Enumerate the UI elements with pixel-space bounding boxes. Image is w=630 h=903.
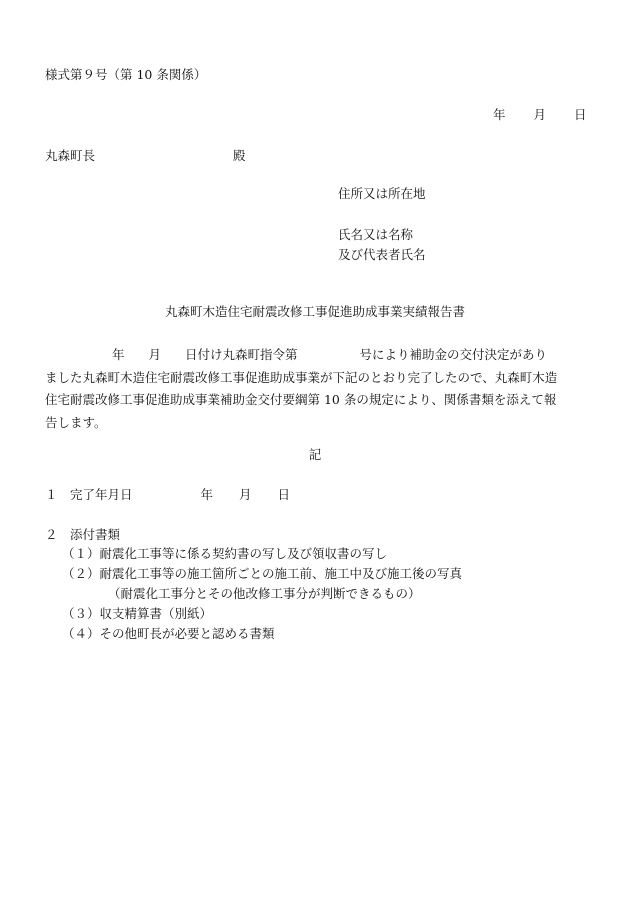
body-month-label: 月 — [148, 347, 162, 362]
attachment-item-2-note: （耐震化工事分とその他改修工事分が判断できるもの） — [108, 586, 421, 601]
addressee — [45, 147, 246, 165]
document-title: 丸森町木造住宅耐震改修工事促進助成事業実績報告書 — [164, 304, 465, 319]
addressee-name: 丸森町長 — [45, 148, 96, 163]
body-line-1 — [45, 344, 590, 367]
addressee-honorific: 殿 — [233, 148, 246, 163]
report-date — [493, 106, 587, 124]
attachment-item-4: （４）その他町長が必要と認める書類 — [62, 626, 275, 641]
completion-year-label: 年 — [200, 487, 214, 502]
completion-date-label: １ 完了年月日 — [45, 487, 133, 502]
body-line-2: ました丸森町木造住宅耐震改修工事促進助成事業が下記のとおり完了したので、丸森町木造 — [45, 369, 558, 385]
body-year-label: 年 — [112, 347, 125, 362]
completion-month-label: 月 — [239, 487, 252, 502]
date-year-label: 年 — [493, 107, 506, 122]
date-month-label: 月 — [533, 107, 547, 122]
date-day-label: 日 — [574, 107, 587, 122]
attachments-heading: ２ 添付書類 — [45, 527, 121, 542]
attachment-item-2: （２）耐震化工事等の施工箇所ごとの施工前、施工中及び施工後の写真 — [62, 566, 463, 581]
body-line-3: 住宅耐震改修工事促進助成事業補助金交付要綱第 10 条の規定により、関係書類を添えて報 — [45, 392, 557, 407]
applicant-representative-label: 及び代表者氏名 — [338, 247, 426, 262]
body-dated-text: 日付け丸森町指令第 — [185, 347, 298, 362]
body-paragraph — [45, 344, 590, 434]
completion-date-row — [45, 486, 290, 504]
attachment-item-3: （３）収支精算書（別紙） — [62, 606, 213, 621]
applicant-name-label: 氏名又は名称 — [338, 227, 414, 242]
form-number: 様式第９号（第 10 条関係） — [45, 67, 207, 82]
applicant-address-label: 住所又は所在地 — [338, 186, 426, 201]
completion-day-label: 日 — [277, 487, 291, 502]
ki-heading: 記 — [308, 447, 322, 462]
body-line-1-rest: 号により補助金の交付決定があり — [359, 347, 548, 362]
attachment-item-1: （１）耐震化工事等に係る契約書の写し及び領収書の写し — [62, 546, 388, 561]
body-line-4: 告します。 — [45, 414, 107, 430]
